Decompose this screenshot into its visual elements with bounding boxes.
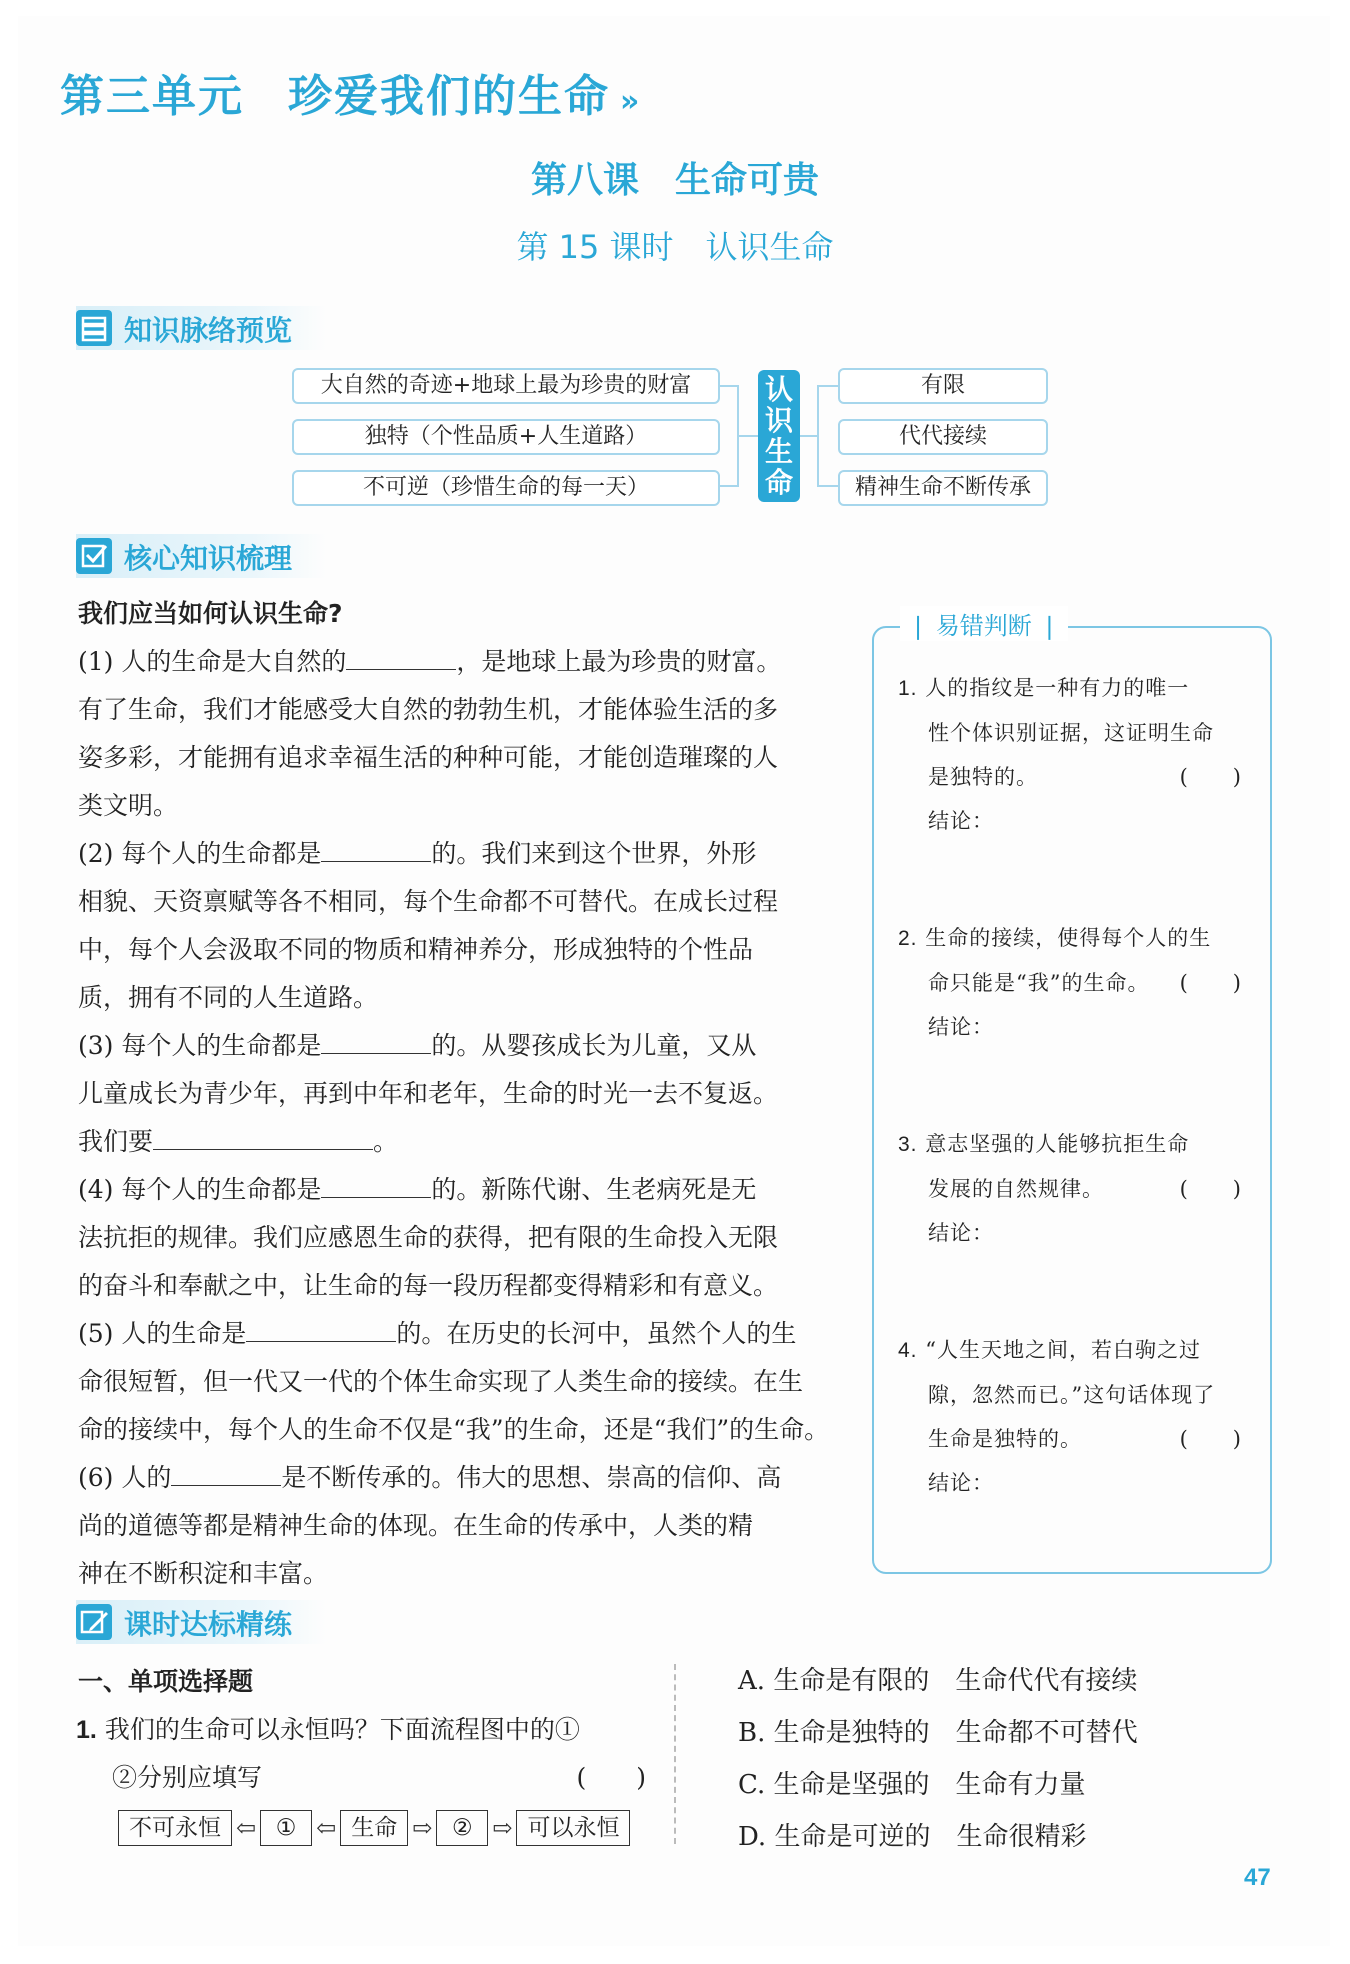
core-line: 姿多彩，才能拥有追求幸福生活的种种可能，才能创造璀璨的人: [78, 743, 779, 772]
answer-paren[interactable]: ( ): [576, 1763, 646, 1792]
fill-blank[interactable]: [321, 1171, 431, 1198]
unit-title: [60, 60, 641, 124]
core-line: 命很短暂，但一代又一代的个体生命实现了人类生命的接续。在生: [78, 1367, 804, 1396]
core-line: 我们要 。: [78, 1118, 838, 1166]
checkbox-icon: [76, 538, 112, 574]
flow-box-life: 生命: [340, 1810, 408, 1846]
mindmap-left-1: 大自然的奇迹+地球上最为珍贵的财富: [292, 368, 720, 404]
pencil-icon: [76, 1604, 112, 1640]
answer-paren[interactable]: ( ): [1179, 765, 1242, 789]
option-a[interactable]: A. 生命是有限的 生命代代有接续: [738, 1666, 1138, 1696]
answer-paren[interactable]: ( ): [1179, 1177, 1242, 1201]
book-stack-icon: [76, 310, 112, 346]
answer-paren[interactable]: ( ): [1179, 1427, 1242, 1451]
fill-blank[interactable]: [246, 1315, 396, 1342]
core-line: (4) 每个人的生命都是 的。新陈代谢、生老病死是无: [78, 1166, 838, 1214]
arrow-left-icon: ⇦: [236, 1814, 257, 1842]
fill-blank[interactable]: [153, 1123, 373, 1150]
core-line: 的奋斗和奉献之中，让生命的每一段历程都变得精彩和有意义。: [78, 1271, 779, 1300]
core-line: (6) 人的 是不断传承的。伟大的思想、崇高的信仰、高: [78, 1454, 838, 1502]
question-1: 1. 我们的生命可以永恒吗？下面流程图中的①: [76, 1715, 580, 1744]
section-core-header: [76, 534, 326, 578]
core-line: (5) 人的生命是 的。在历史的长河中，虽然个人的生: [78, 1310, 838, 1358]
answer-paren[interactable]: ( ): [1179, 971, 1242, 995]
period-title: 第 15 课时 认识生命: [516, 228, 834, 266]
mindmap-center-char: 生: [764, 435, 793, 468]
mindmap-center-char: 认: [764, 373, 793, 406]
core-body: [78, 638, 838, 1598]
part-title: 一、单项选择题: [78, 1667, 254, 1696]
chevron-icon: »: [620, 84, 642, 119]
fill-blank[interactable]: [321, 835, 431, 862]
core-line: 有了生命，我们才能感受大自然的勃勃生机，才能体验生活的多: [78, 695, 779, 724]
core-question: 我们应当如何认识生命?: [78, 599, 343, 628]
mindmap-left-2: 独特（个性品质+人生道路）: [292, 419, 720, 455]
core-line: 法抗拒的规律。我们应感恩生命的获得，把有限的生命投入无限: [78, 1223, 779, 1252]
fill-blank[interactable]: [346, 643, 456, 670]
mindmap-right-1: 有限: [838, 368, 1048, 404]
core-line: 相貌、天资禀赋等各不相同，每个生命都不可替代。在成长过程: [78, 887, 779, 916]
column-divider: [674, 1664, 676, 1844]
option-b[interactable]: B. 生命是独特的 生命都不可替代: [738, 1718, 1138, 1748]
arrow-right-icon: ⇨: [492, 1814, 513, 1842]
core-line: 神在不断积淀和丰富。: [78, 1559, 329, 1588]
flow-box-blank-1: ①: [260, 1810, 312, 1846]
core-line: (1) 人的生命是大自然的 ，是地球上最为珍贵的财富。: [78, 638, 838, 686]
judgment-item-1: 1. 人的指纹是一种有力的唯一 性个体识别证据，这证明生命 是独特的。 ( ) 结论：: [898, 676, 1242, 833]
core-line: 类文明。: [78, 791, 179, 820]
core-line: 儿童成长为青少年，再到中年和老年，生命的时光一去不复返。: [78, 1079, 779, 1108]
mindmap-center: [758, 370, 800, 502]
flow-chart: [118, 1810, 630, 1846]
unit-name: 珍爱我们的生命: [288, 71, 610, 122]
section-practice-title: 课时达标精练: [124, 1608, 293, 1641]
arrow-left-icon: ⇦: [316, 1814, 337, 1842]
section-preview-header: [76, 306, 326, 350]
judgment-item-4: 4. “人生天地之间，若白驹之过 隙，忽然而已。”这句话体现了 生命是独特的。 ( ) 结论：: [898, 1338, 1242, 1495]
core-line: (3) 每个人的生命都是 的。从婴孩成长为儿童，又从: [78, 1022, 838, 1070]
page-number: 47: [1244, 1864, 1271, 1891]
judgment-item-2: 2. 生命的接续，使得每个人的生 命只能是“我”的生命。 ( ) 结论：: [898, 926, 1242, 1039]
flow-box-start: 不可永恒: [118, 1810, 232, 1846]
mindmap-right-connector: [800, 370, 840, 502]
mindmap-left-3: 不可逆（珍惜生命的每一天）: [292, 470, 720, 506]
arrow-right-icon: ⇨: [412, 1814, 433, 1842]
question-1-line2: ②分别应填写 ( ): [112, 1758, 652, 1794]
mindmap-left-connector: [716, 370, 760, 502]
error-judgment-title: ❘ 易错判断 ❘: [900, 606, 1068, 641]
mindmap-right-2: 代代接续: [838, 419, 1048, 455]
section-core-title: 核心知识梳理: [124, 542, 293, 575]
section-practice-header: [76, 1600, 326, 1644]
core-line: 命的接续中，每个人的生命不仅是“我”的生命，还是“我们”的生命。: [78, 1415, 830, 1444]
fill-blank[interactable]: [321, 1027, 431, 1054]
mindmap-center-char: 命: [764, 466, 793, 499]
mindmap-right-3: 精神生命不断传承: [838, 470, 1048, 506]
core-line: 质，拥有不同的人生道路。: [78, 983, 379, 1012]
core-line: 尚的道德等都是精神生命的体现。在生命的传承中，人类的精: [78, 1511, 754, 1540]
flow-box-blank-2: ②: [436, 1810, 488, 1846]
judgment-item-3: 3. 意志坚强的人能够抗拒生命 发展的自然规律。 ( ) 结论：: [898, 1132, 1242, 1245]
core-line: (2) 每个人的生命都是 的。我们来到这个世界，外形: [78, 830, 838, 878]
fill-blank[interactable]: [171, 1459, 281, 1486]
section-preview-title: 知识脉络预览: [124, 314, 293, 347]
option-d[interactable]: D. 生命是可逆的 生命很精彩: [738, 1822, 1087, 1852]
lesson-title: 第八课 生命可贵: [530, 160, 819, 201]
unit-label: 第三单元: [60, 71, 244, 122]
core-line: 中，每个人会汲取不同的物质和精神养分，形成独特的个性品: [78, 935, 754, 964]
mindmap-center-char: 识: [764, 404, 793, 437]
option-c[interactable]: C. 生命是坚强的 生命有力量: [738, 1770, 1086, 1800]
flow-box-end: 可以永恒: [516, 1810, 630, 1846]
